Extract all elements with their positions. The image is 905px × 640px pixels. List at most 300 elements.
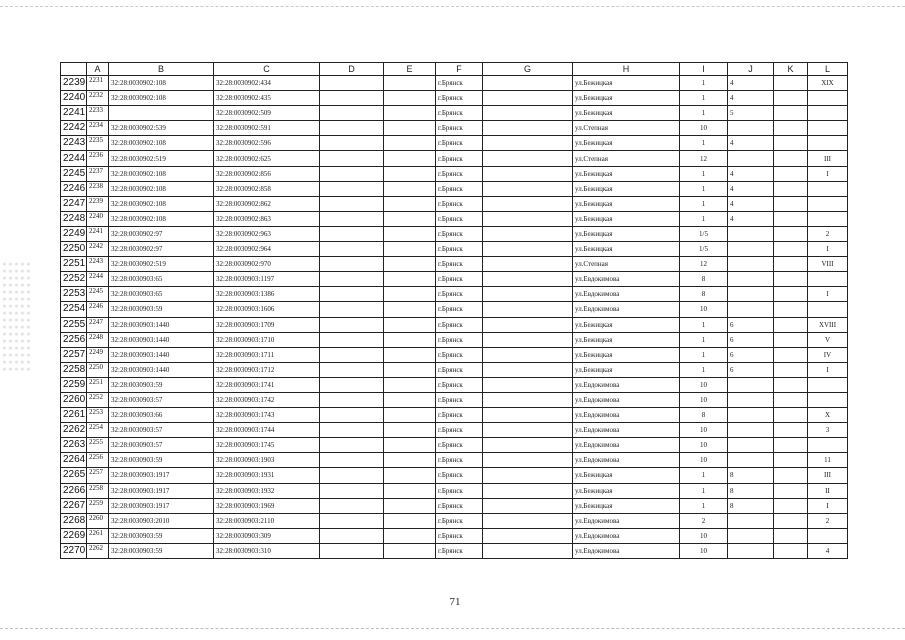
cell-d[interactable] — [320, 151, 384, 166]
cell-h[interactable]: ул.Бежицкая — [573, 362, 680, 377]
cell-l[interactable]: V — [808, 332, 848, 347]
cell-e[interactable] — [384, 91, 436, 106]
cell-f[interactable]: г.Брянск — [436, 332, 483, 347]
cell-e[interactable] — [384, 423, 436, 438]
cell-e[interactable] — [384, 287, 436, 302]
cell-j[interactable] — [728, 272, 774, 287]
cell-b[interactable]: 32:28:0030903:1917 — [109, 483, 214, 498]
cell-k[interactable] — [774, 287, 808, 302]
cell-i[interactable]: 10 — [680, 121, 728, 136]
cell-c[interactable]: 32:28:0030903:1386 — [214, 287, 320, 302]
cell-i[interactable]: 10 — [680, 543, 728, 558]
cell-d[interactable] — [320, 498, 384, 513]
cell-e[interactable] — [384, 483, 436, 498]
cell-f[interactable]: г.Брянск — [436, 106, 483, 121]
cell-c[interactable]: 32:28:0030903:2110 — [214, 513, 320, 528]
cell-i[interactable]: 1 — [680, 468, 728, 483]
cell-a[interactable]: 2252 — [87, 392, 109, 407]
cell-j[interactable] — [728, 392, 774, 407]
cell-i[interactable]: 1 — [680, 166, 728, 181]
cell-c[interactable]: 32:28:0030903:1197 — [214, 272, 320, 287]
cell-h[interactable]: ул.Бежицкая — [573, 76, 680, 91]
cell-f[interactable]: г.Брянск — [436, 423, 483, 438]
cell-c[interactable]: 32:28:0030903:1932 — [214, 483, 320, 498]
cell-e[interactable] — [384, 211, 436, 226]
cell-f[interactable]: г.Брянск — [436, 181, 483, 196]
cell-e[interactable] — [384, 106, 436, 121]
cell-h[interactable]: ул.Евдокимова — [573, 302, 680, 317]
cell-e[interactable] — [384, 468, 436, 483]
cell-f[interactable]: г.Брянск — [436, 483, 483, 498]
column-header[interactable]: A — [87, 63, 109, 76]
cell-l[interactable] — [808, 272, 848, 287]
cell-d[interactable] — [320, 362, 384, 377]
cell-b[interactable]: 32:28:0030903:65 — [109, 272, 214, 287]
cell-i[interactable]: 1/5 — [680, 242, 728, 257]
cell-a[interactable]: 2237 — [87, 166, 109, 181]
cell-g[interactable] — [483, 317, 573, 332]
cell-j[interactable]: 4 — [728, 211, 774, 226]
cell-l[interactable]: I — [808, 166, 848, 181]
column-header[interactable]: B — [109, 63, 214, 76]
cell-f[interactable]: г.Брянск — [436, 513, 483, 528]
cell-j[interactable] — [728, 543, 774, 558]
cell-a[interactable]: 2262 — [87, 543, 109, 558]
cell-f[interactable]: г.Брянск — [436, 302, 483, 317]
cell-i[interactable]: 10 — [680, 302, 728, 317]
cell-b[interactable]: 32:28:0030903:1440 — [109, 317, 214, 332]
cell-j[interactable] — [728, 528, 774, 543]
cell-c[interactable]: 32:28:0030902:858 — [214, 181, 320, 196]
cell-e[interactable] — [384, 528, 436, 543]
cell-k[interactable] — [774, 513, 808, 528]
cell-f[interactable]: г.Брянск — [436, 392, 483, 407]
cell-c[interactable]: 32:28:0030903:1743 — [214, 408, 320, 423]
cell-e[interactable] — [384, 226, 436, 241]
cell-b[interactable]: 32:28:0030903:59 — [109, 543, 214, 558]
cell-f[interactable]: г.Брянск — [436, 211, 483, 226]
cell-k[interactable] — [774, 226, 808, 241]
cell-f[interactable]: г.Брянск — [436, 91, 483, 106]
cell-f[interactable]: г.Брянск — [436, 438, 483, 453]
cell-f[interactable]: г.Брянск — [436, 362, 483, 377]
cell-d[interactable] — [320, 528, 384, 543]
cell-h[interactable]: ул.Евдокимова — [573, 453, 680, 468]
cell-f[interactable]: г.Брянск — [436, 408, 483, 423]
cell-c[interactable]: 32:28:0030903:1711 — [214, 347, 320, 362]
cell-l[interactable]: XVIII — [808, 317, 848, 332]
cell-c[interactable]: 32:28:0030903:1742 — [214, 392, 320, 407]
cell-b[interactable]: 32:28:0030902:97 — [109, 226, 214, 241]
cell-l[interactable] — [808, 392, 848, 407]
cell-b[interactable]: 32:28:0030903:57 — [109, 438, 214, 453]
cell-j[interactable] — [728, 423, 774, 438]
cell-k[interactable] — [774, 543, 808, 558]
cell-d[interactable] — [320, 377, 384, 392]
cell-c[interactable]: 32:28:0030903:309 — [214, 528, 320, 543]
column-header[interactable]: H — [573, 63, 680, 76]
cell-b[interactable]: 32:28:0030902:108 — [109, 136, 214, 151]
cell-b[interactable] — [109, 106, 214, 121]
cell-a[interactable]: 2254 — [87, 423, 109, 438]
cell-c[interactable]: 32:28:0030903:1712 — [214, 362, 320, 377]
cell-k[interactable] — [774, 423, 808, 438]
cell-c[interactable]: 32:28:0030902:862 — [214, 196, 320, 211]
column-header[interactable]: K — [774, 63, 808, 76]
cell-l[interactable] — [808, 91, 848, 106]
cell-j[interactable] — [728, 438, 774, 453]
cell-i[interactable]: 1 — [680, 76, 728, 91]
column-header[interactable]: F — [436, 63, 483, 76]
cell-d[interactable] — [320, 166, 384, 181]
cell-h[interactable]: ул.Бежицкая — [573, 106, 680, 121]
cell-l[interactable]: I — [808, 498, 848, 513]
cell-d[interactable] — [320, 332, 384, 347]
cell-j[interactable] — [728, 408, 774, 423]
cell-e[interactable] — [384, 347, 436, 362]
cell-h[interactable]: ул.Бежицкая — [573, 211, 680, 226]
cell-e[interactable] — [384, 498, 436, 513]
cell-h[interactable]: ул.Бежицкая — [573, 181, 680, 196]
cell-l[interactable] — [808, 106, 848, 121]
cell-l[interactable] — [808, 196, 848, 211]
cell-c[interactable]: 32:28:0030902:970 — [214, 257, 320, 272]
cell-l[interactable]: IV — [808, 347, 848, 362]
cell-g[interactable] — [483, 528, 573, 543]
cell-c[interactable]: 32:28:0030902:596 — [214, 136, 320, 151]
cell-e[interactable] — [384, 181, 436, 196]
cell-j[interactable] — [728, 151, 774, 166]
cell-f[interactable]: г.Брянск — [436, 287, 483, 302]
cell-g[interactable] — [483, 377, 573, 392]
cell-e[interactable] — [384, 242, 436, 257]
cell-d[interactable] — [320, 392, 384, 407]
cell-d[interactable] — [320, 408, 384, 423]
cell-j[interactable]: 6 — [728, 317, 774, 332]
cell-g[interactable] — [483, 211, 573, 226]
cell-f[interactable]: г.Брянск — [436, 528, 483, 543]
cell-d[interactable] — [320, 196, 384, 211]
cell-k[interactable] — [774, 196, 808, 211]
cell-f[interactable]: г.Брянск — [436, 166, 483, 181]
cell-g[interactable] — [483, 438, 573, 453]
cell-b[interactable]: 32:28:0030903:1440 — [109, 362, 214, 377]
cell-d[interactable] — [320, 302, 384, 317]
cell-e[interactable] — [384, 136, 436, 151]
column-header[interactable]: G — [483, 63, 573, 76]
cell-j[interactable] — [728, 242, 774, 257]
cell-l[interactable]: VIII — [808, 257, 848, 272]
cell-c[interactable]: 32:28:0030903:1741 — [214, 377, 320, 392]
cell-a[interactable]: 2248 — [87, 332, 109, 347]
cell-b[interactable]: 32:28:0030903:59 — [109, 528, 214, 543]
cell-h[interactable]: ул.Евдокимова — [573, 513, 680, 528]
cell-e[interactable] — [384, 392, 436, 407]
cell-b[interactable]: 32:28:0030902:108 — [109, 196, 214, 211]
cell-c[interactable]: 32:28:0030902:435 — [214, 91, 320, 106]
column-header[interactable]: I — [680, 63, 728, 76]
cell-l[interactable]: I — [808, 362, 848, 377]
cell-k[interactable] — [774, 483, 808, 498]
cell-k[interactable] — [774, 392, 808, 407]
cell-h[interactable]: ул.Евдокимова — [573, 377, 680, 392]
cell-k[interactable] — [774, 181, 808, 196]
cell-b[interactable]: 32:28:0030903:1440 — [109, 347, 214, 362]
cell-i[interactable]: 10 — [680, 438, 728, 453]
cell-a[interactable]: 2232 — [87, 91, 109, 106]
cell-d[interactable] — [320, 242, 384, 257]
cell-k[interactable] — [774, 498, 808, 513]
cell-e[interactable] — [384, 362, 436, 377]
cell-g[interactable] — [483, 423, 573, 438]
cell-i[interactable]: 1 — [680, 498, 728, 513]
cell-i[interactable]: 1/5 — [680, 226, 728, 241]
cell-b[interactable]: 32:28:0030903:59 — [109, 302, 214, 317]
cell-i[interactable]: 10 — [680, 423, 728, 438]
cell-k[interactable] — [774, 242, 808, 257]
cell-l[interactable] — [808, 211, 848, 226]
cell-k[interactable] — [774, 106, 808, 121]
cell-j[interactable]: 4 — [728, 181, 774, 196]
cell-k[interactable] — [774, 166, 808, 181]
cell-j[interactable] — [728, 453, 774, 468]
cell-e[interactable] — [384, 166, 436, 181]
cell-a[interactable]: 2259 — [87, 498, 109, 513]
cell-b[interactable]: 32:28:0030903:1440 — [109, 332, 214, 347]
cell-g[interactable] — [483, 332, 573, 347]
cell-c[interactable]: 32:28:0030903:1744 — [214, 423, 320, 438]
cell-g[interactable] — [483, 181, 573, 196]
cell-f[interactable]: г.Брянск — [436, 347, 483, 362]
cell-k[interactable] — [774, 257, 808, 272]
cell-g[interactable] — [483, 543, 573, 558]
cell-e[interactable] — [384, 317, 436, 332]
cell-a[interactable]: 2256 — [87, 453, 109, 468]
cell-j[interactable] — [728, 257, 774, 272]
cell-k[interactable] — [774, 468, 808, 483]
cell-k[interactable] — [774, 121, 808, 136]
cell-l[interactable]: XIX — [808, 76, 848, 91]
cell-l[interactable] — [808, 136, 848, 151]
cell-e[interactable] — [384, 453, 436, 468]
column-header[interactable]: J — [728, 63, 774, 76]
cell-l[interactable] — [808, 181, 848, 196]
cell-j[interactable]: 4 — [728, 166, 774, 181]
cell-l[interactable]: 3 — [808, 423, 848, 438]
cell-g[interactable] — [483, 302, 573, 317]
cell-c[interactable]: 32:28:0030902:863 — [214, 211, 320, 226]
cell-f[interactable]: г.Брянск — [436, 468, 483, 483]
cell-i[interactable]: 1 — [680, 106, 728, 121]
cell-l[interactable]: II — [808, 483, 848, 498]
cell-h[interactable]: ул.Бежицкая — [573, 347, 680, 362]
cell-i[interactable]: 12 — [680, 257, 728, 272]
cell-e[interactable] — [384, 257, 436, 272]
cell-c[interactable]: 32:28:0030902:509 — [214, 106, 320, 121]
cell-i[interactable]: 8 — [680, 272, 728, 287]
cell-i[interactable]: 1 — [680, 362, 728, 377]
cell-g[interactable] — [483, 196, 573, 211]
cell-h[interactable]: ул.Евдокимова — [573, 392, 680, 407]
cell-i[interactable]: 1 — [680, 181, 728, 196]
cell-i[interactable]: 1 — [680, 91, 728, 106]
cell-g[interactable] — [483, 136, 573, 151]
cell-j[interactable]: 6 — [728, 332, 774, 347]
cell-a[interactable]: 2246 — [87, 302, 109, 317]
cell-d[interactable] — [320, 76, 384, 91]
cell-b[interactable]: 32:28:0030902:108 — [109, 76, 214, 91]
cell-e[interactable] — [384, 76, 436, 91]
cell-b[interactable]: 32:28:0030903:1917 — [109, 498, 214, 513]
cell-a[interactable]: 2243 — [87, 257, 109, 272]
cell-f[interactable]: г.Брянск — [436, 272, 483, 287]
cell-b[interactable]: 32:28:0030902:108 — [109, 91, 214, 106]
cell-k[interactable] — [774, 151, 808, 166]
cell-e[interactable] — [384, 272, 436, 287]
cell-g[interactable] — [483, 498, 573, 513]
cell-j[interactable]: 6 — [728, 347, 774, 362]
cell-d[interactable] — [320, 317, 384, 332]
cell-a[interactable]: 2251 — [87, 377, 109, 392]
cell-l[interactable] — [808, 302, 848, 317]
cell-f[interactable]: г.Брянск — [436, 242, 483, 257]
column-header[interactable]: D — [320, 63, 384, 76]
cell-f[interactable]: г.Брянск — [436, 136, 483, 151]
cell-a[interactable]: 2253 — [87, 408, 109, 423]
cell-k[interactable] — [774, 408, 808, 423]
cell-j[interactable]: 8 — [728, 498, 774, 513]
cell-g[interactable] — [483, 166, 573, 181]
cell-h[interactable]: ул.Степная — [573, 151, 680, 166]
cell-a[interactable]: 2257 — [87, 468, 109, 483]
cell-e[interactable] — [384, 543, 436, 558]
cell-f[interactable]: г.Брянск — [436, 151, 483, 166]
cell-g[interactable] — [483, 272, 573, 287]
cell-g[interactable] — [483, 362, 573, 377]
cell-h[interactable]: ул.Евдокимова — [573, 528, 680, 543]
cell-h[interactable]: ул.Бежицкая — [573, 136, 680, 151]
cell-j[interactable] — [728, 513, 774, 528]
cell-j[interactable]: 8 — [728, 483, 774, 498]
cell-c[interactable]: 32:28:0030902:434 — [214, 76, 320, 91]
cell-b[interactable]: 32:28:0030903:59 — [109, 377, 214, 392]
cell-h[interactable]: ул.Евдокимова — [573, 287, 680, 302]
cell-g[interactable] — [483, 242, 573, 257]
cell-j[interactable]: 6 — [728, 362, 774, 377]
cell-b[interactable]: 32:28:0030902:97 — [109, 242, 214, 257]
cell-g[interactable] — [483, 121, 573, 136]
cell-a[interactable]: 2258 — [87, 483, 109, 498]
cell-l[interactable]: III — [808, 151, 848, 166]
cell-i[interactable]: 1 — [680, 196, 728, 211]
cell-i[interactable]: 10 — [680, 392, 728, 407]
cell-e[interactable] — [384, 408, 436, 423]
cell-i[interactable]: 12 — [680, 151, 728, 166]
cell-b[interactable]: 32:28:0030902:108 — [109, 181, 214, 196]
cell-d[interactable] — [320, 513, 384, 528]
cell-d[interactable] — [320, 543, 384, 558]
cell-l[interactable] — [808, 121, 848, 136]
cell-k[interactable] — [774, 302, 808, 317]
cell-c[interactable]: 32:28:0030903:1745 — [214, 438, 320, 453]
cell-h[interactable]: ул.Бежицкая — [573, 196, 680, 211]
cell-j[interactable]: 8 — [728, 468, 774, 483]
cell-i[interactable]: 1 — [680, 317, 728, 332]
cell-c[interactable]: 32:28:0030902:625 — [214, 151, 320, 166]
cell-i[interactable]: 1 — [680, 332, 728, 347]
cell-l[interactable]: 2 — [808, 513, 848, 528]
cell-b[interactable]: 32:28:0030903:57 — [109, 423, 214, 438]
cell-d[interactable] — [320, 287, 384, 302]
cell-h[interactable]: ул.Евдокимова — [573, 543, 680, 558]
cell-d[interactable] — [320, 257, 384, 272]
cell-g[interactable] — [483, 151, 573, 166]
cell-a[interactable]: 2245 — [87, 287, 109, 302]
cell-l[interactable]: X — [808, 408, 848, 423]
cell-b[interactable]: 32:28:0030903:1917 — [109, 468, 214, 483]
cell-f[interactable]: г.Брянск — [436, 498, 483, 513]
cell-e[interactable] — [384, 302, 436, 317]
cell-h[interactable]: ул.Степная — [573, 121, 680, 136]
cell-c[interactable]: 32:28:0030903:1709 — [214, 317, 320, 332]
cell-g[interactable] — [483, 513, 573, 528]
cell-f[interactable]: г.Брянск — [436, 377, 483, 392]
cell-k[interactable] — [774, 438, 808, 453]
cell-c[interactable]: 32:28:0030902:964 — [214, 242, 320, 257]
cell-a[interactable]: 2236 — [87, 151, 109, 166]
cell-g[interactable] — [483, 226, 573, 241]
column-header[interactable]: E — [384, 63, 436, 76]
cell-j[interactable] — [728, 302, 774, 317]
cell-i[interactable]: 1 — [680, 211, 728, 226]
cell-h[interactable]: ул.Бежицкая — [573, 332, 680, 347]
cell-a[interactable]: 2247 — [87, 317, 109, 332]
cell-d[interactable] — [320, 211, 384, 226]
cell-d[interactable] — [320, 438, 384, 453]
cell-h[interactable]: ул.Бежицкая — [573, 468, 680, 483]
cell-a[interactable]: 2234 — [87, 121, 109, 136]
cell-j[interactable]: 4 — [728, 91, 774, 106]
cell-a[interactable]: 2250 — [87, 362, 109, 377]
cell-h[interactable]: ул.Евдокимова — [573, 272, 680, 287]
cell-d[interactable] — [320, 181, 384, 196]
cell-b[interactable]: 32:28:0030902:519 — [109, 151, 214, 166]
cell-c[interactable]: 32:28:0030902:856 — [214, 166, 320, 181]
cell-b[interactable]: 32:28:0030903:59 — [109, 453, 214, 468]
column-header[interactable]: C — [214, 63, 320, 76]
cell-e[interactable] — [384, 377, 436, 392]
cell-h[interactable]: ул.Евдокимова — [573, 438, 680, 453]
cell-l[interactable]: 4 — [808, 543, 848, 558]
cell-g[interactable] — [483, 76, 573, 91]
cell-e[interactable] — [384, 196, 436, 211]
cell-k[interactable] — [774, 528, 808, 543]
cell-d[interactable] — [320, 121, 384, 136]
cell-c[interactable]: 32:28:0030903:1710 — [214, 332, 320, 347]
cell-a[interactable]: 2260 — [87, 513, 109, 528]
cell-e[interactable] — [384, 513, 436, 528]
cell-g[interactable] — [483, 257, 573, 272]
cell-f[interactable]: г.Брянск — [436, 226, 483, 241]
cell-g[interactable] — [483, 287, 573, 302]
cell-k[interactable] — [774, 76, 808, 91]
cell-h[interactable]: ул.Бежицкая — [573, 317, 680, 332]
cell-a[interactable]: 2235 — [87, 136, 109, 151]
cell-k[interactable] — [774, 136, 808, 151]
cell-c[interactable]: 32:28:0030903:1903 — [214, 453, 320, 468]
cell-d[interactable] — [320, 91, 384, 106]
cell-d[interactable] — [320, 347, 384, 362]
